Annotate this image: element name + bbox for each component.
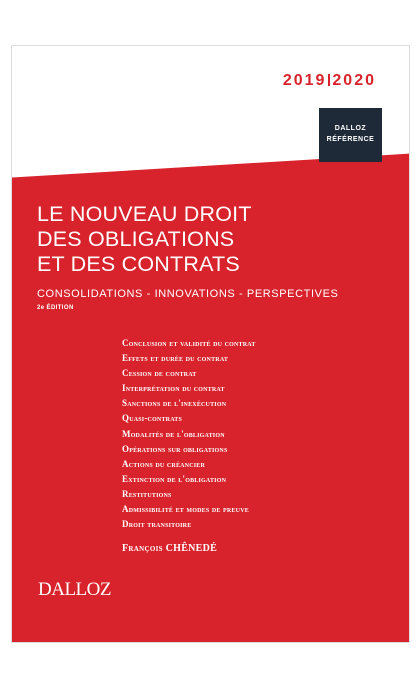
- contents-item: Effets et durée du contrat: [122, 353, 229, 364]
- title-line-2: DES OBLIGATIONS: [37, 227, 235, 251]
- contents-item: Interprétation du contrat: [122, 383, 225, 394]
- contents-item: Actions du créancier: [122, 458, 206, 469]
- edition-label: 2e ÉDITION: [37, 305, 74, 311]
- badge-line-2: RÉFÉRENCE: [326, 136, 375, 143]
- publisher-logo: DALLOZ: [38, 579, 111, 600]
- edition-years: [283, 72, 376, 90]
- badge-line-1: DALLOZ: [334, 125, 367, 132]
- author-name: François CHÊNEDÉ: [122, 543, 218, 554]
- contents-item: Cession de contrat: [122, 368, 197, 379]
- contents-item: Extinction de l'obligation: [122, 473, 227, 484]
- contents-item: Conclusion et validité du contrat: [122, 338, 256, 348]
- year-end: 2020: [332, 72, 376, 89]
- contents-item: Quasi-contrats: [122, 413, 183, 424]
- contents-item: Sanctions de l'inexécution: [122, 398, 227, 409]
- book-title: [37, 202, 252, 277]
- year-start: 2019: [282, 72, 327, 89]
- contents-item: Droit transitoire: [122, 519, 192, 530]
- contents-list: [122, 336, 256, 532]
- book-cover: [11, 45, 410, 643]
- title-line-3: ET DES CONTRATS: [37, 252, 240, 276]
- title-line-1: LE NOUVEAU DROIT: [37, 202, 252, 226]
- contents-item: Opérations sur obligations: [122, 443, 228, 454]
- book-subtitle: CONSOLIDATIONS - INNOVATIONS - PERSPECTIVES: [37, 288, 339, 300]
- contents-item: Restitutions: [122, 488, 172, 499]
- year-separator: [328, 74, 330, 86]
- contents-item: Admissibilité et modes de preuve: [122, 504, 249, 515]
- contents-item: Modalités de l'obligation: [122, 428, 225, 439]
- collection-badge: [319, 108, 382, 162]
